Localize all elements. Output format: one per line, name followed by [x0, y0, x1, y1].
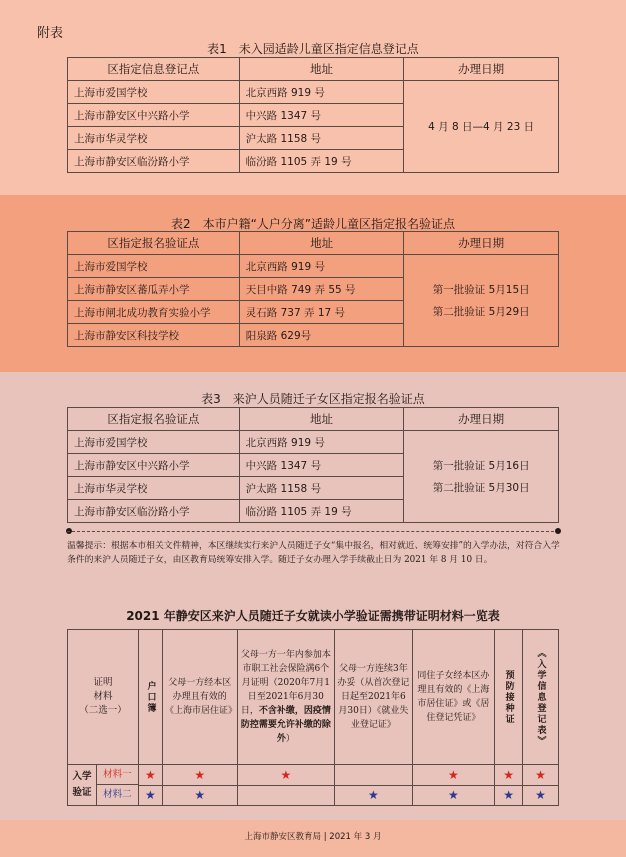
page-footer: 上海市静安区教育局 | 2021 年 3 月	[244, 832, 382, 842]
batch2-date: 第二批验证 5月30日	[432, 481, 530, 494]
star-icon: ★	[412, 785, 495, 806]
table3-title: 表3 来沪人员随迁子女区指定报名验证点	[201, 392, 425, 406]
school-address: 北京西路 919 号	[239, 81, 404, 104]
social-insurance-header	[237, 630, 335, 765]
dashed-divider	[67, 531, 559, 532]
school-name: 上海市静安区中兴路小学	[68, 454, 240, 477]
school-address: 灵石路 737 弄 17 号	[239, 301, 404, 324]
school-address: 北京西路 919 号	[239, 431, 404, 454]
processing-date	[404, 255, 559, 347]
divider-dot-right	[555, 528, 561, 534]
school-name: 上海市闸北成功教育实验小学	[68, 301, 240, 324]
school-address: 阳泉路 629号	[239, 324, 404, 347]
reminder-note: 温馨提示：根据本市相关文件精神，本区继续实行来沪人员随迁子女“集中报名，相对就近、统筹安排”的入学办法，对符合入学条件的来沪人员随迁子女，由区教育局统筹安排入学。随迁子女办理入学手续截止日为 2021 年 8 月 10 日。	[67, 541, 560, 565]
school-address: 中兴路 1347 号	[239, 454, 404, 477]
star-icon: ★	[163, 785, 238, 806]
header-address: 地址	[239, 232, 404, 255]
header-date: 办理日期	[404, 408, 559, 431]
school-name: 上海市爱国学校	[68, 431, 240, 454]
star-icon: ★	[138, 765, 162, 786]
star-icon: ★	[523, 785, 559, 806]
table1	[67, 57, 559, 173]
processing-date	[404, 431, 559, 523]
social-insurance-emphasis: 不含补缴，因疫情防控需要允许补缴的除外	[240, 706, 331, 744]
employment-registration-header: 父母一方连续3年办妥（从首次登记日起至2021年6月30日）《就业失业登记证》	[335, 630, 413, 765]
school-name: 上海市静安区蕃瓜弄小学	[68, 278, 240, 301]
school-address: 沪太路 1158 号	[239, 477, 404, 500]
header-date: 办理日期	[404, 58, 559, 81]
hukou-header: 户口簿	[145, 680, 156, 714]
material-one-label: 材料一	[97, 765, 138, 785]
empty-cell	[237, 785, 335, 806]
star-icon: ★	[523, 765, 559, 786]
vaccination-header: 预防接种证	[495, 630, 523, 765]
star-icon: ★	[495, 765, 523, 786]
school-address: 临汾路 1105 弄 19 号	[239, 500, 404, 523]
school-name: 上海市爱国学校	[68, 255, 240, 278]
table-row	[68, 255, 559, 278]
header-verification-point: 区指定报名验证点	[68, 232, 240, 255]
batch1-date: 第一批验证 5月15日	[432, 283, 530, 296]
school-name: 上海市静安区中兴路小学	[68, 104, 240, 127]
social-insurance-text: 父母一方一年内参加本市职工社会保险满6个月证明（2020年7月1日至2021年6月30日，	[240, 650, 331, 716]
corner-cell	[68, 630, 163, 765]
star-icon: ★	[237, 765, 335, 786]
table-header-row	[68, 408, 559, 431]
school-address: 沪太路 1158 号	[239, 127, 404, 150]
star-icon: ★	[335, 785, 413, 806]
star-icon: ★	[138, 785, 162, 806]
school-name: 上海市爱国学校	[68, 81, 240, 104]
school-address: 临汾路 1105 弄 19 号	[239, 150, 404, 173]
enrollment-info-header: 《入学信息登记表》	[523, 630, 559, 765]
table-row	[68, 765, 559, 786]
school-address: 北京西路 919 号	[239, 255, 404, 278]
residence-permit-header: 父母一方经本区办理且有效的《上海市居住证》	[163, 630, 238, 765]
materials-title: 2021 年静安区来沪人员随迁子女就读小学验证需携带证明材料一览表	[126, 609, 500, 623]
cohabiting-child-residence-header: 同住子女经本区办理且有效的《上海市居住证》或《居住登记凭证》	[412, 630, 495, 765]
processing-date: 4 月 8 日—4 月 23 日	[404, 81, 559, 173]
header-date: 办理日期	[404, 232, 559, 255]
table-row	[68, 81, 559, 104]
corner-label: 证明 材料 （二选一）	[79, 677, 127, 716]
star-icon: ★	[412, 765, 495, 786]
star-icon: ★	[495, 785, 523, 806]
social-insurance-close: ）	[285, 734, 295, 744]
material-two-label: 材料二	[103, 789, 132, 800]
header-address: 地址	[239, 408, 404, 431]
table-header-row	[68, 232, 559, 255]
table3	[67, 407, 559, 523]
batch1-date: 第一批验证 5月16日	[432, 459, 530, 472]
row-group-label-cell	[68, 765, 139, 806]
table1-title: 表1 未入园适龄儿童区指定信息登记点	[207, 42, 419, 56]
school-name: 上海市华灵学校	[68, 127, 240, 150]
school-name: 上海市华灵学校	[68, 477, 240, 500]
table-row	[68, 431, 559, 454]
table2	[67, 231, 559, 347]
school-name: 上海市静安区临汾路小学	[68, 500, 240, 523]
school-address: 天目中路 749 弄 55 号	[239, 278, 404, 301]
table2-title: 表2 本市户籍“人户分离”适龄儿童区指定报名验证点	[170, 217, 456, 231]
table-row	[68, 785, 559, 806]
appendix-label: 附表	[37, 26, 64, 41]
empty-cell	[335, 765, 413, 786]
table-header-row	[68, 58, 559, 81]
batch2-date: 第二批验证 5月29日	[432, 305, 530, 318]
star-icon: ★	[163, 765, 238, 786]
school-address: 中兴路 1347 号	[239, 104, 404, 127]
materials-header-row	[68, 630, 559, 765]
header-registration-point: 区指定信息登记点	[68, 58, 240, 81]
school-name: 上海市静安区临汾路小学	[68, 150, 240, 173]
header-address: 地址	[239, 58, 404, 81]
materials-table	[67, 629, 559, 806]
school-name: 上海市静安区科技学校	[68, 324, 240, 347]
header-verification-point: 区指定报名验证点	[68, 408, 240, 431]
enrollment-verify-label: 入学验证	[72, 771, 92, 798]
